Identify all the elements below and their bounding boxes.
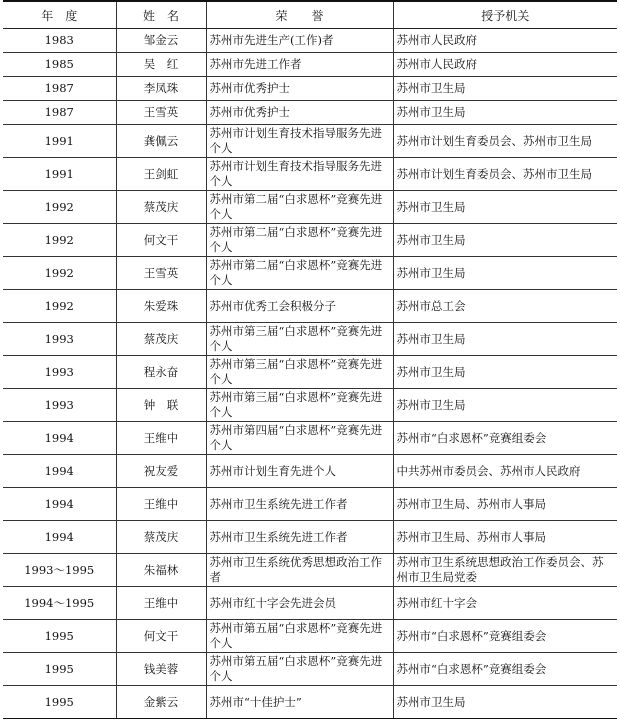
table-row — [3, 455, 617, 488]
cell-authority: 苏州市人民政府 — [393, 53, 617, 77]
cell-name: 钱美蓉 — [116, 653, 206, 686]
cell-year: 1993 — [3, 389, 116, 422]
cell-name: 王维中 — [116, 422, 206, 455]
table-row — [3, 53, 617, 77]
table-row — [3, 257, 617, 290]
cell-honor: 苏州市优秀护士 — [206, 77, 393, 101]
header-row — [3, 1, 617, 29]
cell-year: 1994 — [3, 521, 116, 554]
cell-year: 1994～1995 — [3, 587, 116, 620]
cell-honor: 苏州市计划生育技术指导服务先进个人 — [206, 158, 393, 191]
cell-authority: 苏州市红十字会 — [393, 587, 617, 620]
cell-year: 1995 — [3, 653, 116, 686]
header-name: 姓 名 — [116, 1, 206, 29]
cell-year: 1993～1995 — [3, 554, 116, 587]
cell-year: 1992 — [3, 224, 116, 257]
cell-name: 蔡茂庆 — [116, 191, 206, 224]
cell-honor: 苏州市卫生系统优秀思想政治工作者 — [206, 554, 393, 587]
table-row — [3, 77, 617, 101]
table-row — [3, 29, 617, 53]
cell-honor: 苏州市第三届“白求恩杯”竞赛先进个人 — [206, 356, 393, 389]
cell-authority: 苏州市“白求恩杯”竞赛组委会 — [393, 620, 617, 653]
table-row — [3, 191, 617, 224]
cell-authority: 中共苏州市委员会、苏州市人民政府 — [393, 455, 617, 488]
cell-authority: 苏州市总工会 — [393, 290, 617, 323]
cell-honor: 苏州市第二届“白求恩杯”竞赛先进个人 — [206, 224, 393, 257]
cell-honor: 苏州市优秀护士 — [206, 101, 393, 125]
table-body — [3, 29, 617, 719]
cell-name: 王雪英 — [116, 101, 206, 125]
cell-name: 邹金云 — [116, 29, 206, 53]
cell-year: 1991 — [3, 125, 116, 158]
table-row — [3, 422, 617, 455]
cell-year: 1992 — [3, 191, 116, 224]
honors-table — [3, 0, 617, 719]
table-row — [3, 323, 617, 356]
cell-authority: 苏州市计划生育委员会、苏州市卫生局 — [393, 158, 617, 191]
table-row — [3, 653, 617, 686]
cell-year: 1983 — [3, 29, 116, 53]
table-row — [3, 686, 617, 719]
cell-year: 1993 — [3, 356, 116, 389]
cell-name: 李凤珠 — [116, 77, 206, 101]
header-honor: 荣 誉 — [206, 1, 393, 29]
cell-year: 1994 — [3, 488, 116, 521]
cell-name: 何文干 — [116, 224, 206, 257]
table-row — [3, 488, 617, 521]
cell-name: 吴 红 — [116, 53, 206, 77]
cell-year: 1991 — [3, 158, 116, 191]
cell-name: 蔡茂庆 — [116, 521, 206, 554]
cell-honor: 苏州市计划生育先进个人 — [206, 455, 393, 488]
cell-name: 王维中 — [116, 587, 206, 620]
cell-name: 朱爱珠 — [116, 290, 206, 323]
cell-authority: 苏州市卫生系统思想政治工作委员会、苏州市卫生局党委 — [393, 554, 617, 587]
table-row — [3, 620, 617, 653]
cell-authority: 苏州市“白求恩杯”竞赛组委会 — [393, 422, 617, 455]
cell-name: 王维中 — [116, 488, 206, 521]
cell-year: 1985 — [3, 53, 116, 77]
table-row — [3, 290, 617, 323]
cell-year: 1993 — [3, 323, 116, 356]
cell-authority: 苏州市卫生局 — [393, 686, 617, 719]
table-row — [3, 158, 617, 191]
cell-authority: 苏州市卫生局、苏州市人事局 — [393, 488, 617, 521]
cell-year: 1992 — [3, 290, 116, 323]
cell-honor: 苏州市第五届“白求恩杯”竞赛先进个人 — [206, 620, 393, 653]
cell-name: 祝友爱 — [116, 455, 206, 488]
cell-authority: 苏州市卫生局 — [393, 191, 617, 224]
cell-honor: 苏州市先进生产(工作)者 — [206, 29, 393, 53]
header-authority: 授予机关 — [393, 1, 617, 29]
cell-name: 王雪英 — [116, 257, 206, 290]
cell-honor: 苏州市第四届“白求恩杯”竞赛先进个人 — [206, 422, 393, 455]
table-row — [3, 125, 617, 158]
cell-year: 1992 — [3, 257, 116, 290]
cell-year: 1987 — [3, 77, 116, 101]
cell-authority: 苏州市卫生局 — [393, 323, 617, 356]
cell-name: 钟 联 — [116, 389, 206, 422]
cell-authority: 苏州市卫生局、苏州市人事局 — [393, 521, 617, 554]
cell-authority: 苏州市卫生局 — [393, 257, 617, 290]
cell-authority: 苏州市计划生育委员会、苏州市卫生局 — [393, 125, 617, 158]
cell-name: 龚佩云 — [116, 125, 206, 158]
cell-authority: 苏州市人民政府 — [393, 29, 617, 53]
cell-honor: 苏州市第五届“白求恩杯”竞赛先进个人 — [206, 653, 393, 686]
cell-year: 1987 — [3, 101, 116, 125]
table-row — [3, 101, 617, 125]
table-row — [3, 554, 617, 587]
header-year: 年 度 — [3, 1, 116, 29]
table-row — [3, 356, 617, 389]
table-row — [3, 224, 617, 257]
cell-name: 王剑虹 — [116, 158, 206, 191]
cell-year: 1994 — [3, 455, 116, 488]
cell-authority: 苏州市卫生局 — [393, 101, 617, 125]
cell-honor: 苏州市第三届“白求恩杯”竞赛先进个人 — [206, 389, 393, 422]
cell-name: 金紫云 — [116, 686, 206, 719]
cell-authority: 苏州市卫生局 — [393, 77, 617, 101]
cell-authority: 苏州市“白求恩杯”竞赛组委会 — [393, 653, 617, 686]
cell-honor: 苏州市先进工作者 — [206, 53, 393, 77]
table-row — [3, 521, 617, 554]
table-row — [3, 587, 617, 620]
cell-honor: 苏州市第三届“白求恩杯”竞赛先进个人 — [206, 323, 393, 356]
cell-year: 1995 — [3, 686, 116, 719]
cell-name: 朱福林 — [116, 554, 206, 587]
cell-authority: 苏州市卫生局 — [393, 224, 617, 257]
cell-honor: 苏州市卫生系统先进工作者 — [206, 488, 393, 521]
cell-name: 程永奋 — [116, 356, 206, 389]
cell-name: 何文干 — [116, 620, 206, 653]
cell-authority: 苏州市卫生局 — [393, 356, 617, 389]
cell-name: 蔡茂庆 — [116, 323, 206, 356]
cell-year: 1995 — [3, 620, 116, 653]
cell-authority: 苏州市卫生局 — [393, 389, 617, 422]
cell-honor: 苏州市红十字会先进会员 — [206, 587, 393, 620]
cell-honor: 苏州市第二届“白求恩杯”竞赛先进个人 — [206, 191, 393, 224]
cell-honor: 苏州市优秀工会积极分子 — [206, 290, 393, 323]
cell-honor: 苏州市“十佳护士” — [206, 686, 393, 719]
table-row — [3, 389, 617, 422]
cell-honor: 苏州市计划生育技术指导服务先进个人 — [206, 125, 393, 158]
cell-year: 1994 — [3, 422, 116, 455]
cell-honor: 苏州市第二届“白求恩杯”竞赛先进个人 — [206, 257, 393, 290]
cell-honor: 苏州市卫生系统先进工作者 — [206, 521, 393, 554]
